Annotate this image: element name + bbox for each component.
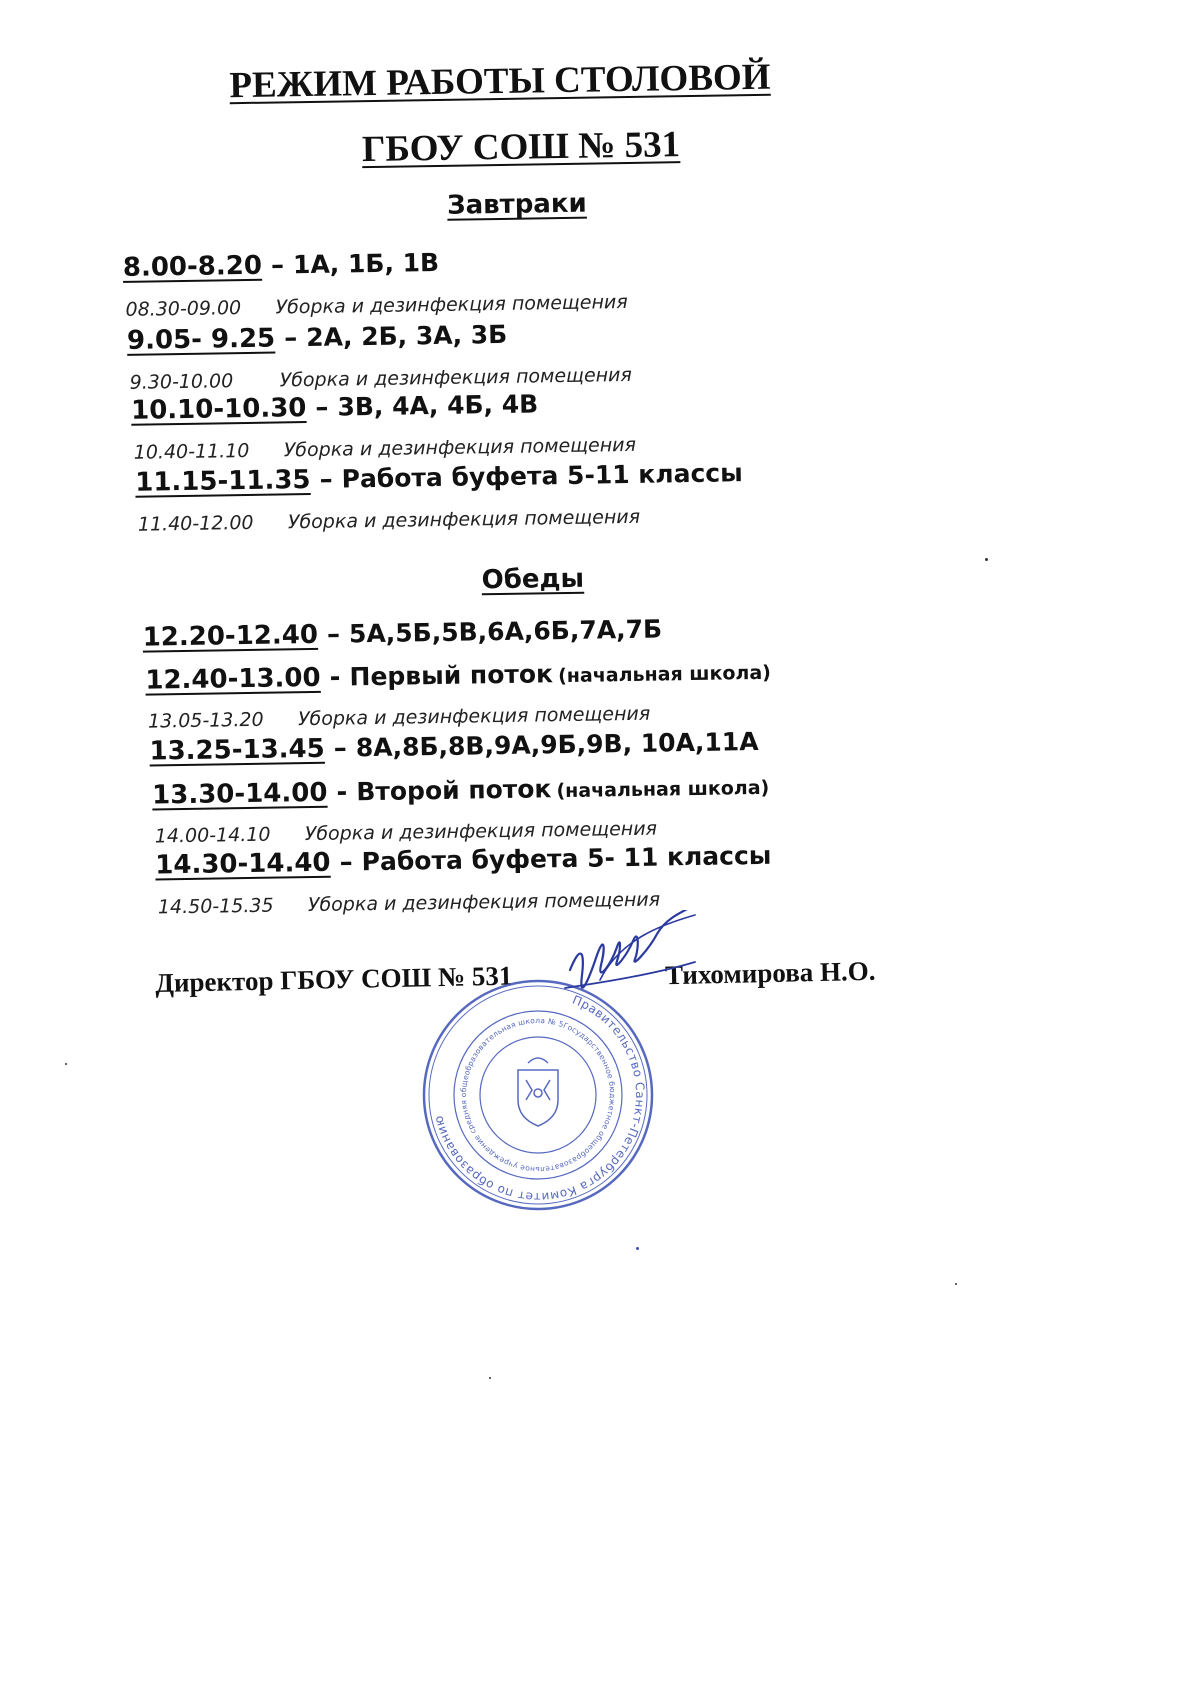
scan-speck: [985, 558, 988, 561]
cleaning-row: [130, 364, 633, 394]
separator: –: [330, 847, 362, 878]
scan-speck: [65, 1063, 67, 1065]
separator: –: [274, 323, 307, 354]
activity: Работа буфета 5-11 классы: [341, 458, 743, 494]
breakfast-row: [135, 458, 743, 498]
document-title-line-1: РЕЖИМ РАБОТЫ СТОЛОВОЙ: [229, 56, 771, 107]
lunch-row: [142, 614, 662, 652]
coat-of-arms-icon: [518, 1058, 558, 1126]
separator: –: [317, 619, 350, 650]
separator: –: [306, 392, 338, 424]
time-slot: 12.20-12.40: [142, 619, 319, 653]
time-slot: 14.30-14.40: [155, 847, 331, 881]
lunch-row: [152, 771, 770, 811]
cleaning-time: 11.40-12.00: [137, 511, 254, 536]
cleaning-text: Уборка и дезинфекция помещения: [297, 702, 651, 731]
director-position: Директор ГБОУ СОШ № 531: [155, 960, 513, 998]
separator: –: [310, 464, 342, 495]
time-slot: 12.40-13.00: [145, 662, 321, 696]
breakfast-row: [123, 248, 440, 283]
class-list: 3В, 4А, 4Б, 4В: [337, 389, 539, 422]
class-list: 8А,8Б,8В,9А,9Б,9В, 10А,11А: [355, 726, 759, 763]
scan-speck: [955, 1283, 957, 1285]
time-slot: 9.05- 9.25: [126, 323, 276, 356]
director-name: Тихомирова Н.О.: [664, 955, 876, 991]
document-title-line-2: ГБОУ СОШ № 531: [361, 124, 681, 171]
activity: Первый поток: [349, 659, 554, 692]
cleaning-text: Уборка и дезинфекция помещения: [287, 505, 641, 534]
lunch-row: [149, 727, 759, 767]
cleaning-text: Уборка и дезинфекция помещения: [283, 433, 637, 462]
activity: Второй поток: [356, 774, 552, 807]
lunch-row: [155, 841, 772, 881]
handwritten-signature: [560, 910, 780, 1020]
cleaning-text: Уборка и дезинфекция помещения: [307, 888, 661, 917]
time-slot: 11.15-11.35: [135, 464, 311, 498]
separator: –: [261, 250, 294, 281]
cleaning-time: 9.30-10.00: [129, 370, 234, 394]
cleaning-time: 14.50-15.35: [157, 894, 274, 919]
class-list: 1А, 1Б, 1В: [292, 247, 440, 280]
cleaning-time: 10.40-11.10: [133, 439, 250, 464]
separator: -: [327, 777, 357, 808]
cleaning-time: 08.30-09.00: [125, 297, 242, 321]
cleaning-row: [134, 434, 637, 464]
separator: –: [324, 733, 357, 764]
cleaning-text: Уборка и дезинфекция помещения: [304, 817, 658, 846]
breakfast-heading: Завтраки: [446, 188, 587, 221]
cleaning-row: [148, 703, 651, 733]
scan-speck: [489, 1377, 491, 1379]
group-note: (начальная школа): [557, 661, 772, 688]
time-slot: 10.10-10.30: [130, 393, 307, 426]
class-list: 2А, 2Б, 3А, 3Б: [306, 319, 508, 353]
stamp-outer-text: Правительство Санкт-Петербурга Комитет по образованию: [431, 992, 648, 1205]
cleaning-row: [125, 291, 628, 321]
group-note: (начальная школа): [556, 776, 770, 803]
class-list: 5А,5Б,5В,6А,6Б,7А,7Б: [348, 614, 663, 649]
separator: -: [320, 662, 350, 693]
lunch-row: [145, 656, 771, 696]
breakfast-row: [127, 320, 508, 356]
stamp-inner-text: Государственное бюджетное общеобразовательное учреждение средняя общеобразовательная школа № 531: [458, 1015, 618, 1175]
lunch-heading: Обеды: [481, 563, 585, 596]
breakfast-row: [131, 389, 539, 425]
cleaning-text: Уборка и дезинфекция помещения: [275, 290, 628, 319]
activity: Работа буфета 5- 11 классы: [361, 840, 772, 877]
cleaning-time: 13.05-13.20: [147, 708, 264, 733]
scan-speck: [636, 1247, 639, 1250]
time-slot: 13.25-13.45: [149, 733, 325, 767]
cleaning-row: [138, 506, 641, 536]
time-slot: 8.00-8.20: [122, 250, 263, 283]
cleaning-text: Уборка и дезинфекция помещения: [279, 363, 633, 392]
time-slot: 13.30-14.00: [151, 777, 328, 811]
cleaning-time: 14.00-14.10: [154, 823, 271, 848]
